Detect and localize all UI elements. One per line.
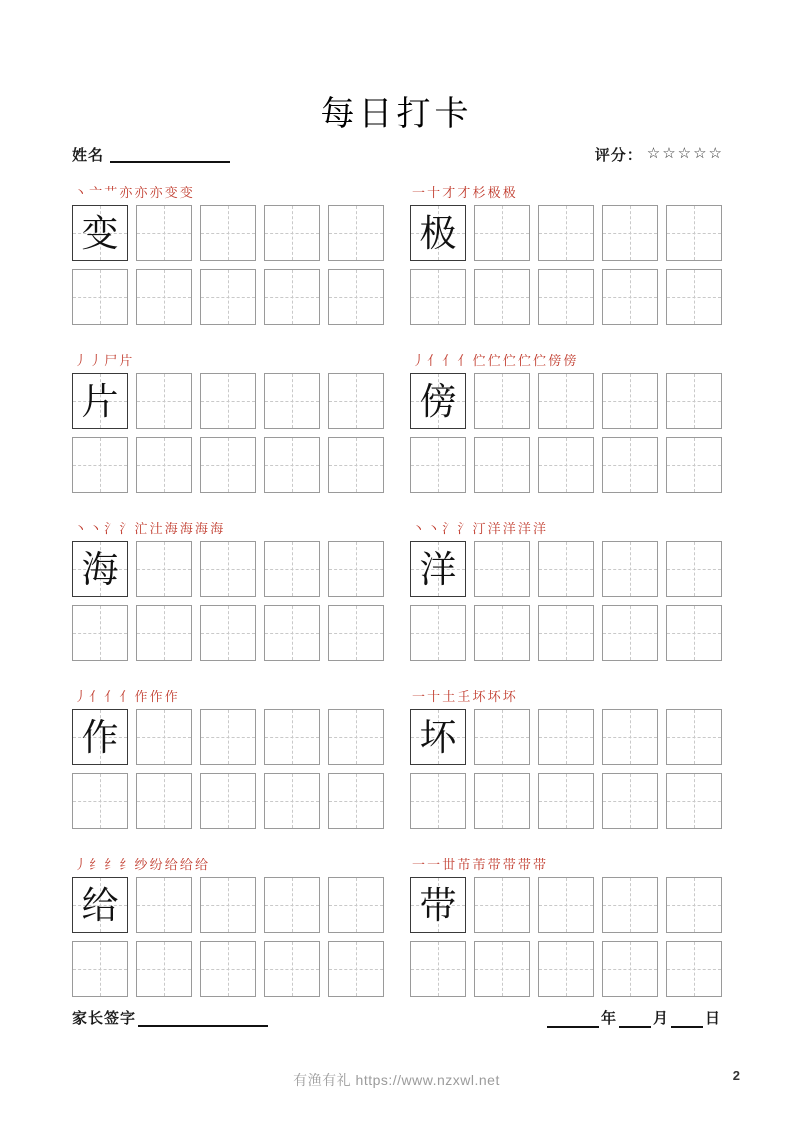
grid-cell[interactable] (264, 205, 320, 261)
stroke-order-line: 丿 纟 纟 纟 纱 纷 给 给 给 (74, 858, 208, 873)
grid-cell[interactable] (410, 941, 466, 997)
signature-input-line[interactable] (138, 1025, 268, 1027)
grid-cell-model[interactable] (72, 373, 128, 429)
grid-cell[interactable] (328, 605, 384, 661)
grid-cells (410, 709, 722, 837)
grid-cell[interactable] (264, 437, 320, 493)
block-row (72, 354, 722, 501)
grid-cell[interactable] (602, 373, 658, 429)
practice-block (72, 522, 384, 669)
stroke-order-line: 丶 亠 艹 亦 亦 亦 变 变 (74, 186, 192, 201)
grid-cell-model[interactable] (72, 709, 128, 765)
score-area (595, 144, 722, 165)
grid-cell[interactable] (602, 437, 658, 493)
grid-cell[interactable] (666, 941, 722, 997)
grid-cell-model[interactable] (72, 205, 128, 261)
practice-block (410, 690, 722, 837)
grid-cell[interactable] (666, 205, 722, 261)
grid-cell[interactable] (410, 605, 466, 661)
practice-block (72, 690, 384, 837)
grid-cell[interactable] (602, 773, 658, 829)
grid-cell[interactable] (538, 437, 594, 493)
grid-cell[interactable] (72, 437, 128, 493)
practice-block (72, 858, 384, 1005)
grid-cell[interactable] (200, 269, 256, 325)
star-icon[interactable]: ☆ (677, 146, 692, 162)
grid-cell[interactable] (602, 709, 658, 765)
practice-block (72, 186, 384, 333)
grid-cell[interactable] (200, 437, 256, 493)
character-glyph: 带 (419, 883, 457, 927)
grid-cells (410, 205, 722, 333)
character-glyph: 洋 (419, 547, 457, 591)
grid-cell[interactable] (328, 941, 384, 997)
page-number: 2 (732, 1068, 740, 1083)
grid-cell[interactable] (72, 773, 128, 829)
block-row (72, 522, 722, 669)
grid-cell[interactable] (602, 205, 658, 261)
grid-cell[interactable] (200, 541, 256, 597)
grid-cells (72, 709, 384, 837)
grid-cell[interactable] (264, 541, 320, 597)
grid-cell[interactable] (538, 205, 594, 261)
star-icon[interactable]: ☆ (693, 146, 707, 162)
grid-cell[interactable] (264, 877, 320, 933)
grid-cell[interactable] (474, 541, 530, 597)
grid-cells (72, 205, 384, 333)
grid-cell[interactable] (328, 773, 384, 829)
grid-cell[interactable] (474, 437, 530, 493)
character-glyph: 片 (81, 379, 119, 423)
grid-cell[interactable] (666, 437, 722, 493)
grid-cells (72, 877, 384, 1005)
grid-cells (410, 877, 722, 1005)
day-unit: 日 (704, 1009, 721, 1027)
grid-cell[interactable] (328, 709, 384, 765)
grid-cell[interactable] (72, 941, 128, 997)
grid-cell[interactable] (136, 709, 192, 765)
grid-cells (72, 373, 384, 501)
grid-cell[interactable] (328, 373, 384, 429)
grid-cell-model[interactable] (72, 541, 128, 597)
grid-cell[interactable] (72, 269, 128, 325)
stroke-order-line: 一 一 丗 芇 芾 带 带 带 带 (412, 858, 546, 873)
name-label: 姓名 (72, 146, 105, 164)
practice-block (410, 186, 722, 333)
grid-cell[interactable] (474, 709, 530, 765)
grid-cell[interactable] (538, 709, 594, 765)
grid-cell[interactable] (602, 541, 658, 597)
grid-cell[interactable] (200, 941, 256, 997)
grid-cell[interactable] (200, 773, 256, 829)
grid-cell[interactable] (200, 709, 256, 765)
grid-cell[interactable] (136, 437, 192, 493)
grid-cell[interactable] (602, 605, 658, 661)
grid-cell[interactable] (264, 709, 320, 765)
grid-cell[interactable] (136, 941, 192, 997)
score-label: 评分： (594, 146, 643, 164)
grid-cell[interactable] (538, 541, 594, 597)
grid-cell[interactable] (538, 941, 594, 997)
character-glyph: 变 (81, 211, 119, 255)
grid-cell[interactable] (410, 269, 466, 325)
stroke-order-line: 丿 丿 尸 片 (74, 354, 132, 369)
grid-cell[interactable] (666, 709, 722, 765)
grid-cell[interactable] (328, 205, 384, 261)
grid-cell[interactable] (410, 773, 466, 829)
grid-cell-model[interactable] (410, 709, 466, 765)
grid-cell[interactable] (136, 269, 192, 325)
year-input-line[interactable] (547, 1009, 599, 1028)
info-row (72, 144, 722, 166)
grid-cell-model[interactable] (410, 541, 466, 597)
watermark-text: 有渔有礼 https://www.nzxwl.net (293, 1072, 500, 1088)
grid-cell[interactable] (666, 373, 722, 429)
grid-cell[interactable] (474, 773, 530, 829)
grid-cells (72, 541, 384, 669)
month-input-line[interactable] (619, 1009, 651, 1028)
grid-cell[interactable] (264, 269, 320, 325)
practice-block (410, 354, 722, 501)
name-input-line[interactable] (110, 161, 230, 163)
grid-cell[interactable] (538, 269, 594, 325)
grid-cell[interactable] (328, 877, 384, 933)
stroke-order-line: 丶 丶 氵 氵 汀 洋 洋 洋 洋 (412, 522, 546, 537)
grid-cell[interactable] (666, 877, 722, 933)
grid-cell[interactable] (136, 205, 192, 261)
date-field (547, 1007, 722, 1028)
grid-cell[interactable] (200, 605, 256, 661)
grid-cell[interactable] (410, 437, 466, 493)
day-input-line[interactable] (671, 1009, 703, 1028)
block-row (72, 186, 722, 333)
grid-cell[interactable] (474, 941, 530, 997)
grid-cell[interactable] (264, 605, 320, 661)
star-icon[interactable]: ☆ (708, 146, 722, 162)
character-glyph: 给 (81, 883, 119, 927)
block-row (72, 690, 722, 837)
grid-cell[interactable] (136, 373, 192, 429)
grid-cell[interactable] (538, 373, 594, 429)
page-title: 每日打卡 (320, 94, 473, 134)
grid-cells (410, 373, 722, 501)
signature-label: 家长签字 (72, 1009, 137, 1027)
stroke-order-line: 一 十 才 才 杉 极 极 (412, 186, 515, 201)
star-icon[interactable]: ☆ (646, 146, 661, 162)
character-glyph: 傍 (419, 379, 457, 423)
year-unit: 年 (600, 1009, 617, 1027)
character-glyph: 作 (81, 715, 119, 759)
grid-cell[interactable] (666, 269, 722, 325)
grid-cell-model[interactable] (410, 877, 466, 933)
grid-cell[interactable] (136, 605, 192, 661)
star-icon[interactable]: ☆ (662, 146, 676, 162)
grid-cell[interactable] (136, 877, 192, 933)
grid-cell[interactable] (264, 773, 320, 829)
grid-cell[interactable] (602, 269, 658, 325)
grid-cell[interactable] (328, 437, 384, 493)
grid-cell[interactable] (474, 205, 530, 261)
grid-cell[interactable] (200, 877, 256, 933)
grid-cell[interactable] (200, 373, 256, 429)
grid-cell[interactable] (602, 941, 658, 997)
practice-blocks (72, 186, 722, 1026)
grid-cell[interactable] (264, 941, 320, 997)
grid-cell[interactable] (666, 541, 722, 597)
character-glyph: 海 (81, 547, 119, 591)
grid-cell[interactable] (200, 205, 256, 261)
stroke-order-line: 丿 亻 亻 亻 伫 伫 伫 伫 伫 傍 傍 (412, 354, 576, 369)
grid-cell[interactable] (666, 605, 722, 661)
grid-cell[interactable] (474, 269, 530, 325)
grid-cell[interactable] (602, 877, 658, 933)
grid-cell-model[interactable] (410, 205, 466, 261)
grid-cell-model[interactable] (72, 877, 128, 933)
stroke-order-line: 丿 亻 亻 亻 作 作 作 (74, 690, 177, 705)
character-glyph: 极 (419, 211, 457, 255)
footer-row (72, 1007, 722, 1031)
grid-cell[interactable] (328, 541, 384, 597)
stroke-order-line: 一 十 土 𡈼 坏 坏 坏 (412, 690, 515, 705)
grid-cell[interactable] (264, 373, 320, 429)
practice-block (410, 522, 722, 669)
block-row (72, 858, 722, 1005)
practice-block (72, 354, 384, 501)
grid-cell[interactable] (474, 373, 530, 429)
practice-block (410, 858, 722, 1005)
grid-cell[interactable] (666, 773, 722, 829)
grid-cell[interactable] (72, 605, 128, 661)
grid-cell[interactable] (474, 877, 530, 933)
character-glyph: 坏 (419, 715, 457, 759)
grid-cell[interactable] (136, 773, 192, 829)
grid-cells (410, 541, 722, 669)
month-unit: 月 (652, 1009, 669, 1027)
grid-cell[interactable] (328, 269, 384, 325)
grid-cell[interactable] (538, 877, 594, 933)
grid-cell[interactable] (538, 773, 594, 829)
stroke-order-line: 丶 丶 氵 氵 汒 汢 海 海 海 海 (74, 522, 223, 537)
grid-cell[interactable] (136, 541, 192, 597)
grid-cell[interactable] (474, 605, 530, 661)
grid-cell[interactable] (538, 605, 594, 661)
grid-cell-model[interactable] (410, 373, 466, 429)
